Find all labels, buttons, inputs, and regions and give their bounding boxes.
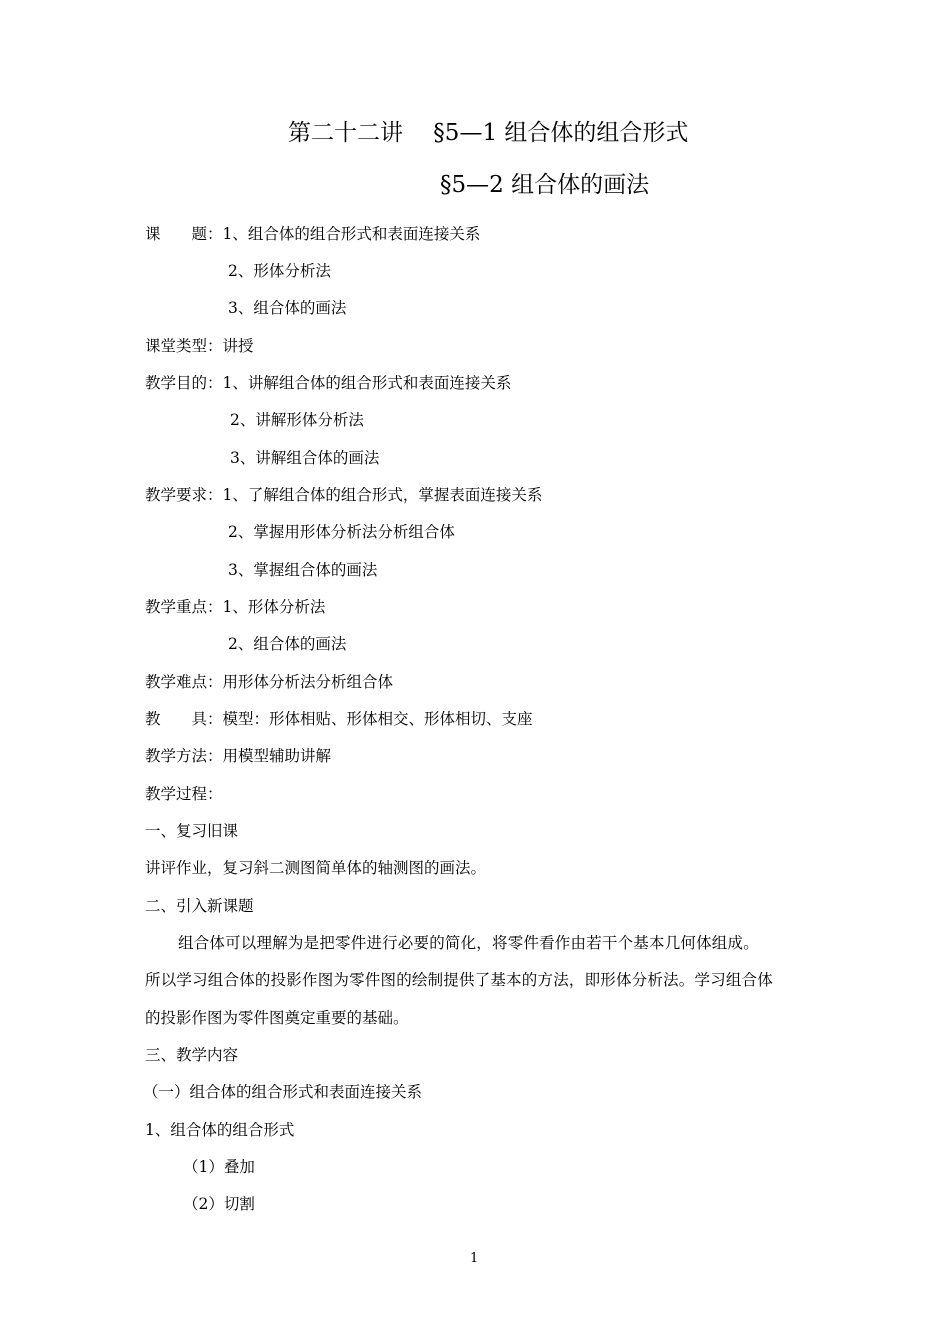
combination-form-item-2: （2）切割 [183, 1195, 255, 1213]
teaching-goal-item-3: 3、讲解组合体的画法 [230, 449, 380, 467]
teaching-method-line: 教学方法：用模型辅助讲解 [145, 747, 332, 765]
teaching-requirement-item-2: 2、掌握用形体分析法分析组合体 [228, 523, 455, 541]
class-type-line: 课堂类型：讲授 [145, 337, 254, 355]
teaching-process-heading: 教学过程： [145, 785, 223, 803]
lecture-title: 第二十二讲 §5—1 组合体的组合形式 [288, 120, 689, 146]
intro-paragraph-line-2: 所以学习组合体的投影作图为零件图的绘制提供了基本的方法，即形体分析法。学习组合体 [145, 971, 774, 989]
teaching-goal-item-2: 2、讲解形体分析法 [230, 411, 364, 429]
section-content-heading: 三、教学内容 [145, 1046, 239, 1064]
intro-paragraph-line-3: 的投影作图为零件图奠定重要的基础。 [145, 1009, 409, 1027]
intro-paragraph-line-1: 组合体可以理解为是把零件进行必要的简化，将零件看作由若干个基本几何体组成。 [178, 934, 759, 952]
teaching-goal-line: 教学目的：1、讲解组合体的组合形式和表面连接关系 [145, 374, 512, 392]
key-point-item-2: 2、组合体的画法 [228, 635, 347, 653]
lecture-subtitle: §5—2 组合体的画法 [440, 172, 650, 198]
difficulty-line: 教学难点：用形体分析法分析组合体 [145, 673, 394, 691]
topic-item-3: 3、组合体的画法 [228, 299, 347, 317]
review-paragraph: 讲评作业，复习斜二测图简单体的轴测图的画法。 [145, 859, 487, 877]
topic-line: 课 题：1、组合体的组合形式和表面连接关系 [145, 225, 481, 243]
section-intro-heading: 二、引入新课题 [145, 897, 254, 915]
key-point-line: 教学重点：1、形体分析法 [145, 598, 326, 616]
teaching-requirement-line: 教学要求：1、了解组合体的组合形式，掌握表面连接关系 [145, 486, 543, 504]
teaching-aids-line: 教 具：模型：形体相贴、形体相交、形体相切、支座 [145, 710, 533, 728]
page-number: 1 [470, 1251, 479, 1266]
subsection-heading: （一）组合体的组合形式和表面连接关系 [143, 1083, 423, 1101]
section-review-heading: 一、复习旧课 [145, 822, 239, 840]
teaching-requirement-item-3: 3、掌握组合体的画法 [228, 561, 378, 579]
combination-form-item-1: （1）叠加 [183, 1158, 255, 1176]
combination-form-heading: 1、组合体的组合形式 [145, 1121, 295, 1139]
topic-item-2: 2、形体分析法 [228, 262, 331, 280]
